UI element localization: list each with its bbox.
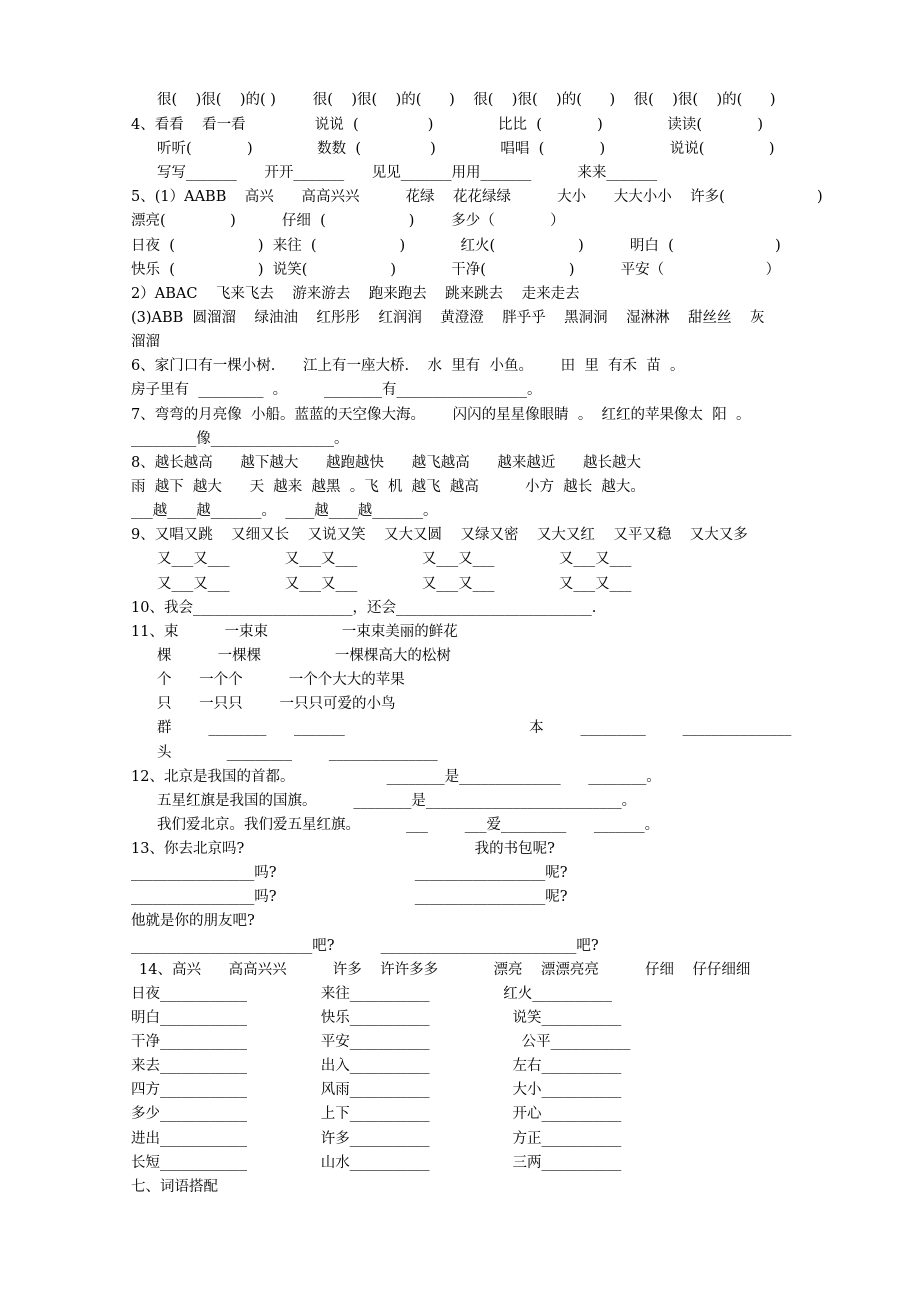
line-q13: 13、你去北京吗? 我的书包呢? xyxy=(131,841,555,857)
line-q13-blank2: _________________吗? __________________呢? xyxy=(131,889,568,905)
line-q11-ke: 棵 一棵棵 一棵棵高大的松树 xyxy=(157,648,451,664)
line-q14-row5: 四方____________ 风雨___________ 大小___________ xyxy=(131,1082,622,1098)
line-q14-row8: 长短____________ 山水___________ 三两___________ xyxy=(131,1155,622,1171)
line-q5-abb: (3)ABB 圆溜溜 绿油油 红彤彤 红润润 黄澄澄 胖乎乎 黑洞洞 湿淋淋 甜丝丝 灰 xyxy=(131,310,765,326)
line-q14-row3: 干净____________ 平安___________ 公平___________ xyxy=(131,1034,631,1050)
line-q5-aabb: 5、(1）AABB 高兴 高高兴兴 花绿 花花绿绿 大小 大大小小 许多( ) xyxy=(131,189,823,205)
line-hen-pattern: 很( )很( )的( ) 很( )很( )的( ) 很( )很( )的( ) 很( )很( )的( ) xyxy=(157,92,776,108)
line-q13-blank1: _________________吗? __________________呢? xyxy=(131,865,568,881)
line-q11-zhi: 只 一只只 一只只可爱的小鸟 xyxy=(157,696,396,712)
line-q9: 9、又唱又跳 又细又长 又说又笑 又大又圆 又绿又密 又大又红 又平又稳 又大又多 xyxy=(131,527,748,543)
line-q14-row1: 日夜____________ 来往___________ 红火___________ xyxy=(131,986,612,1002)
line-q6: 6、家门口有一棵小树. 江上有一座大桥. 水 里有 小鱼。 田 里 有禾 苗 。 xyxy=(131,358,685,374)
line-q5-abb-cont: 溜溜 xyxy=(131,334,160,350)
line-q6-blank: 房子里有 _________ 。 ________有__________________。 xyxy=(131,382,542,398)
line-q7: 7、弯弯的月亮像 小船。蓝蓝的天空像大海。 闪闪的星星像眼睛 。 红红的苹果像太 阳 。 xyxy=(131,407,751,423)
line-q8: 8、越长越高 越下越大 越跑越快 越飞越高 越来越近 越长越大 xyxy=(131,455,641,471)
line-q5-row2: 漂亮( ) 仔细 ( ) 多少（ ） xyxy=(131,213,565,229)
line-q11: 11、束 一束束 一束束美丽的鲜花 xyxy=(131,624,458,640)
line-q13-blank3: _________________________吧? ___________________________吧? xyxy=(131,938,599,954)
line-q14-row4: 来去____________ 出入___________ 左右___________ xyxy=(131,1058,622,1074)
line-q11-qun: 群 ________ _______ 本 _________ _______________ xyxy=(157,720,792,736)
line-q8-blank: ___越____越_______。 ____越____越_______。 xyxy=(131,503,438,519)
line-q4-row1: 4、看看 看一看 说说 ( ) 比比 ( ) 读读( ) xyxy=(131,117,763,133)
line-q5-row4: 快乐 ( ) 说笑( ) 干净( ) 平安（ ） xyxy=(131,262,781,278)
section-7-heading: 七、词语搭配 xyxy=(131,1179,218,1195)
line-q7-blank: _________像_________________。 xyxy=(131,431,349,447)
line-q12: 12、北京是我国的首都。 ________是______________ ________。 xyxy=(131,769,661,785)
line-q8-example: 雨 越下 越大 天 越来 越黑 。飞 机 越飞 越高 小方 越长 越大。 xyxy=(131,479,645,495)
line-q14-row6: 多少____________ 上下___________ 开心___________ xyxy=(131,1106,622,1122)
line-q14-row7: 进出____________ 许多___________ 方正___________ xyxy=(131,1131,622,1147)
line-q4-row2: 听听( ) 数数 ( ) 唱唱 ( ) 说说( ) xyxy=(157,141,775,157)
line-q12-love: 我们爱北京。我们爱五星红旗。 ___ ___爱_________ _______。 xyxy=(157,817,660,833)
line-q5-row3: 日夜 ( ) 来往 ( ) 红火( ) 明白 ( ) xyxy=(131,238,781,254)
line-q13-friend: 他就是你的朋友吧? xyxy=(131,913,255,929)
line-q5-abac: 2）ABAC 飞来飞去 游来游去 跑来跑去 跳来跳去 走来走去 xyxy=(131,286,580,302)
line-q9-blank1: 又___又___ 又___又___ 又___又___ 又___又___ xyxy=(157,551,632,567)
line-q9-blank2: 又___又___ 又___又___ 又___又___ 又___又___ xyxy=(157,576,632,592)
line-q14: 14、高兴 高高兴兴 许多 许许多多 漂亮 漂漂亮亮 仔细 仔仔细细 xyxy=(139,962,751,978)
line-q4-row3: 写写_______ 开开_______ 见见_______用用_______ 来来_______ xyxy=(157,165,658,181)
line-q11-ge: 个 一个个 一个个大大的苹果 xyxy=(157,672,405,688)
line-q11-tou: 头 _________ _______________ xyxy=(157,745,438,761)
line-q10: 10、我会______________________，还会___________________________. xyxy=(131,600,597,616)
line-q12-flag: 五星红旗是我国的国旗。 ________是___________________________。 xyxy=(157,793,637,809)
line-q14-row2: 明白____________ 快乐___________ 说笑___________ xyxy=(131,1010,622,1026)
